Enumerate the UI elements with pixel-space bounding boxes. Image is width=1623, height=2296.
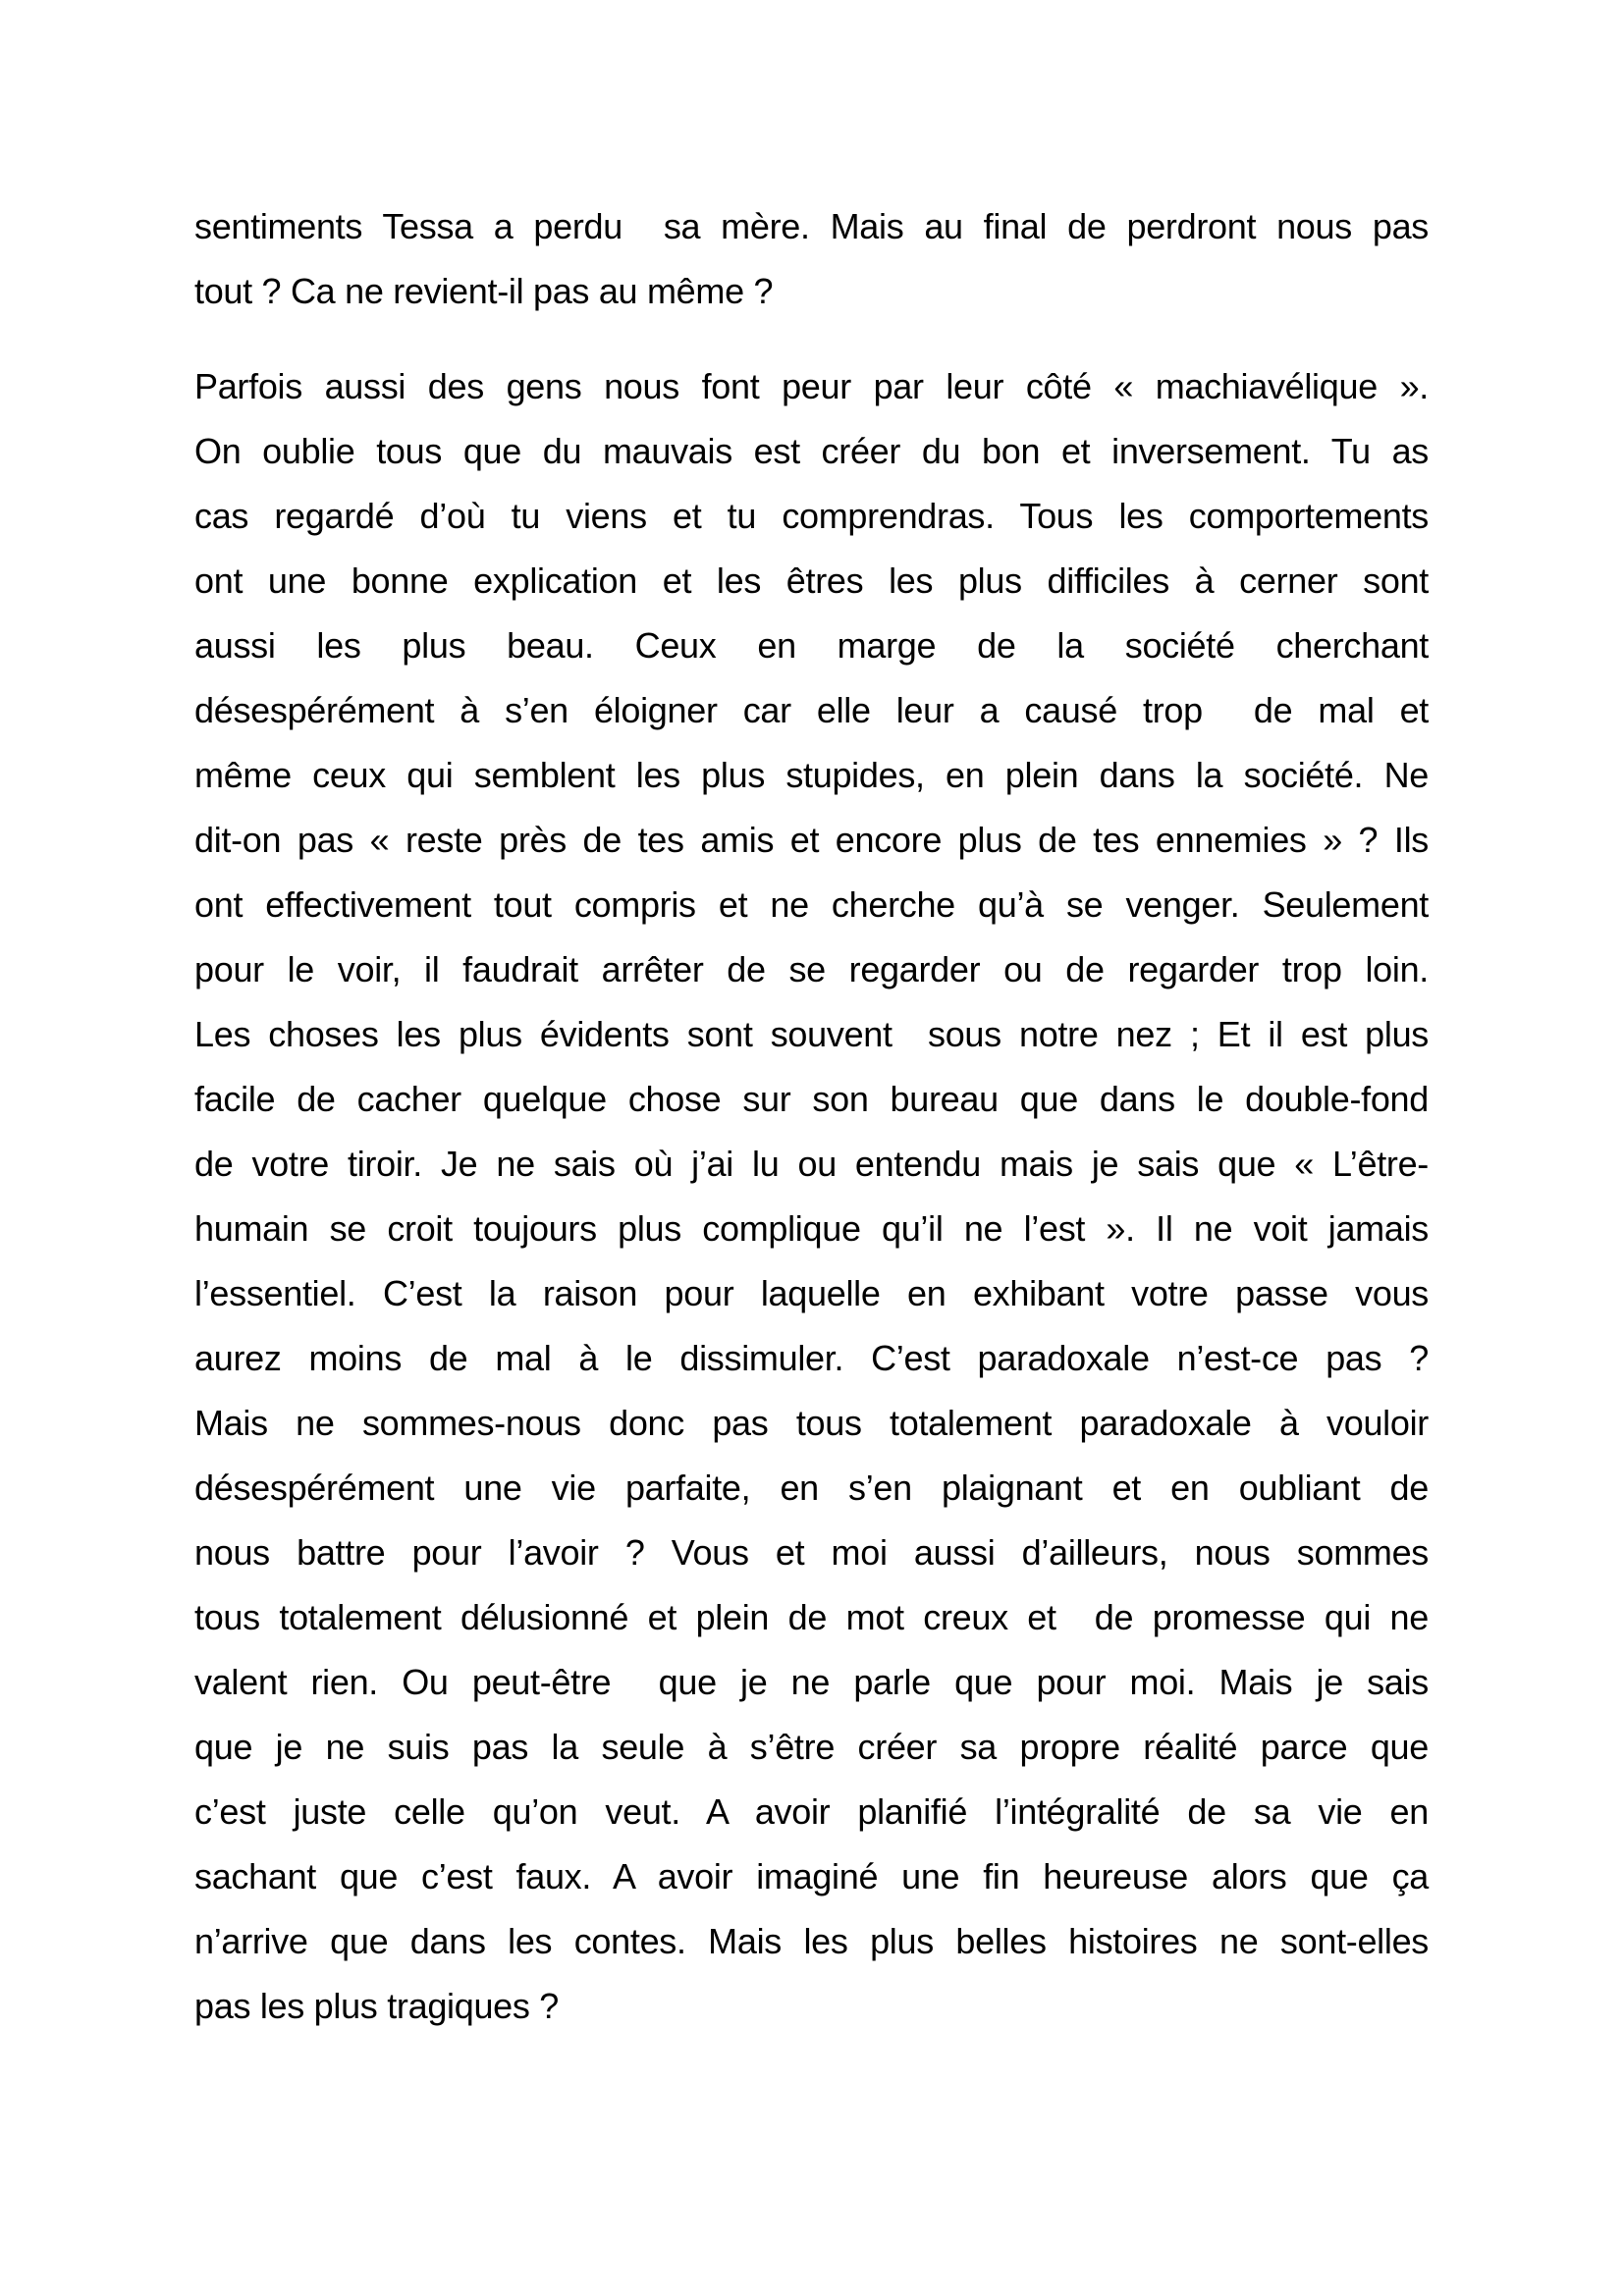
text-line: facile de cacher quelque chose sur son bureau que dans le double-fond: [194, 1079, 1429, 1119]
text-line: sachant que c’est faux. A avoir imaginé une fin heureuse alors que ça: [194, 1856, 1429, 1896]
text-line: l’essentiel. C’est la raison pour laquelle en exhibant votre passe vous: [194, 1273, 1429, 1313]
paragraph: [194, 194, 1429, 324]
text-line: ont une bonne explication et les êtres les plus difficiles à cerner sont: [194, 561, 1429, 601]
text-line: Mais ne sommes-nous donc pas tous totalement paradoxale à vouloir: [194, 1403, 1429, 1443]
text-line: désespérément à s’en éloigner car elle leur a causé trop de mal et: [194, 690, 1429, 730]
text-line: nous battre pour l’avoir ? Vous et moi aussi d’ailleurs, nous sommes: [194, 1532, 1429, 1573]
text-line: que je ne suis pas la seule à s’être créer sa propre réalité parce que: [194, 1727, 1429, 1767]
text-line: pas les plus tragiques ?: [194, 1986, 560, 2026]
text-line: aussi les plus beau. Ceux en marge de la société cherchant: [194, 625, 1429, 666]
text-line: n’arrive que dans les contes. Mais les plus belles histoires ne sont-elles: [194, 1921, 1429, 1961]
text-line: dit-on pas « reste près de tes amis et encore plus de tes ennemies » ? Ils: [194, 820, 1429, 860]
text-line: On oublie tous que du mauvais est créer du bon et inversement. Tu as: [194, 431, 1429, 471]
paragraph: [194, 354, 1429, 2039]
document-body: [194, 194, 1429, 2039]
text-line: aurez moins de mal à le dissimuler. C’est paradoxale n’est-ce pas ?: [194, 1338, 1429, 1378]
text-line: ont effectivement tout compris et ne cherche qu’à se venger. Seulement: [194, 884, 1429, 925]
text-line: désespérément une vie parfaite, en s’en plaignant et en oubliant de: [194, 1468, 1429, 1508]
text-line: tout ? Ca ne revient-il pas au même ?: [194, 271, 774, 311]
text-line: tous totalement délusionné et plein de mot creux et de promesse qui ne: [194, 1597, 1429, 1637]
text-line: même ceux qui semblent les plus stupides, en plein dans la société. Ne: [194, 755, 1429, 795]
text-line: valent rien. Ou peut-être que je ne parle que pour moi. Mais je sais: [194, 1662, 1429, 1702]
text-line: pour le voir, il faudrait arrêter de se regarder ou de regarder trop loin.: [194, 949, 1429, 989]
text-line: humain se croit toujours plus complique qu’il ne l’est ». Il ne voit jamais: [194, 1208, 1429, 1249]
text-line: sentiments Tessa a perdu sa mère. Mais au final de perdront nous pas: [194, 206, 1429, 246]
text-line: Parfois aussi des gens nous font peur par leur côté « machiavélique ».: [194, 366, 1429, 406]
text-line: Les choses les plus évidents sont souvent sous notre nez ; Et il est plus: [194, 1014, 1429, 1054]
text-line: de votre tiroir. Je ne sais où j’ai lu ou entendu mais je sais que « L’être-: [194, 1144, 1429, 1184]
text-line: c’est juste celle qu’on veut. A avoir planifié l’intégralité de sa vie en: [194, 1791, 1429, 1832]
text-line: cas regardé d’où tu viens et tu comprendras. Tous les comportements: [194, 496, 1429, 536]
